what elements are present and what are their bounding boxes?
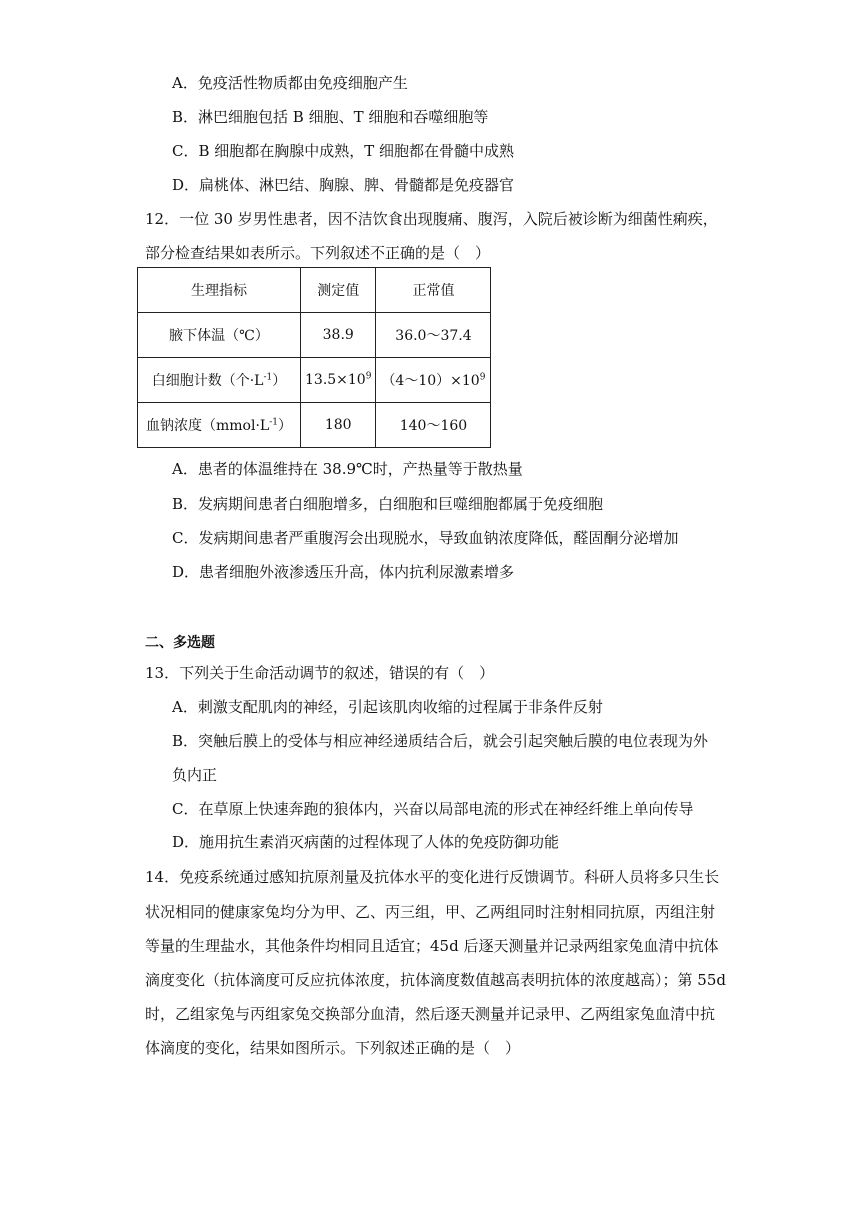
label-sup: -1 [269, 417, 278, 428]
table-row [138, 313, 491, 358]
label-text-end: ） [278, 418, 292, 434]
table-cell-normal [376, 358, 491, 403]
q14-line2: 状况相同的健康家兔均分为甲、乙、丙三组，甲、乙两组同时注射相同抗原，丙组注射 [145, 903, 716, 921]
measured-base: 13.5×10 [305, 372, 366, 388]
table-header-cell: 正常值 [376, 268, 491, 313]
table-header-cell: 测定值 [301, 268, 376, 313]
q14-line6: 体滴度的变化，结果如图所示。下列叙述正确的是（ ） [145, 1039, 521, 1057]
q12-stem-line1: 12．一位 30 岁男性患者，因不洁饮食出现腹痛、腹泻，入院后被诊断为细菌性痢疾， [145, 210, 718, 228]
q14-line5: 时，乙组家兔与丙组家兔交换部分血清，然后逐天测量并记录甲、乙两组家兔血清中抗 [145, 1005, 716, 1023]
table-cell-measured: 180 [301, 403, 376, 448]
q11-option-b: B．淋巴细胞包括 B 细胞、T 细胞和吞噬细胞等 [172, 108, 489, 126]
q13-option-d: D．施用抗生素消灭病菌的过程体现了人体的免疫防御功能 [172, 833, 560, 851]
q14-line4: 滴度变化（抗体滴度可反应抗体浓度，抗体滴度数值越高表明抗体的浓度越高）；第 55d [145, 971, 726, 989]
label-text-end: ） [272, 373, 287, 389]
q12-data-table [137, 267, 491, 448]
normal-base: （4～10）×10 [381, 373, 480, 389]
table-header-cell: 生理指标 [138, 268, 301, 313]
q12-option-c: C．发病期间患者严重腹泻会出现脱水，导致血钠浓度降低，醛固酮分泌增加 [172, 529, 679, 547]
q13-option-b: B．突触后膜上的受体与相应神经递质结合后，就会引起突触后膜的电位表现为外 [172, 732, 709, 750]
table-cell-normal: 36.0～37.4 [376, 313, 491, 358]
q14-line3: 等量的生理盐水，其他条件均相同且适宜；45d 后逐天测量并记录两组家兔血清中抗体 [145, 937, 719, 955]
q13-option-c: C．在草原上快速奔跑的狼体内，兴奋以局部电流的形式在神经纤维上单向传导 [172, 800, 694, 818]
q12-option-a: A．患者的体温维持在 38.9℃时，产热量等于散热量 [172, 460, 523, 478]
label-sup: -1 [263, 372, 273, 383]
q11-option-c: C．B 细胞都在胸腺中成熟，T 细胞都在骨髓中成熟 [172, 142, 515, 160]
q13-option-a: A．刺激支配肌肉的神经，引起该肌肉收缩的过程属于非条件反射 [172, 698, 603, 716]
q13-option-b-cont: 负内正 [172, 766, 218, 784]
normal-sup: 9 [479, 372, 486, 383]
q13-stem: 13．下列关于生命活动调节的叙述，错误的有（ ） [145, 664, 495, 682]
q12-stem-line2: 部分检查结果如表所示。下列叙述不正确的是（ ） [145, 244, 491, 262]
label-text: 血钠浓度（mmol·L [146, 418, 270, 434]
q11-option-d: D．扁桃体、淋巴结、胸腺、脾、骨髓都是免疫器官 [172, 176, 515, 194]
measured-sup: 9 [365, 371, 372, 382]
section-title: 二、多选题 [145, 635, 215, 651]
table-cell-label [138, 403, 301, 448]
q12-option-d: D．患者细胞外液渗透压升高，体内抗利尿激素增多 [172, 563, 515, 581]
table-row [138, 358, 491, 403]
table-header-row [138, 268, 491, 313]
table-cell-measured: 38.9 [301, 313, 376, 358]
table-cell-measured [301, 358, 376, 403]
label-text: 白细胞计数（个·L [151, 373, 264, 389]
q12-option-b: B．发病期间患者白细胞增多，白细胞和巨噬细胞都属于免疫细胞 [172, 495, 604, 513]
table-cell-label [138, 358, 301, 403]
table-row [138, 403, 491, 448]
table-cell-normal: 140～160 [376, 403, 491, 448]
q11-option-a: A．免疫活性物质都由免疫细胞产生 [172, 74, 408, 92]
table-cell-label: 腋下体温（℃） [138, 313, 301, 358]
q14-line1: 14．免疫系统通过感知抗原剂量及抗体水平的变化进行反馈调节。科研人员将多只生长 [145, 868, 720, 886]
